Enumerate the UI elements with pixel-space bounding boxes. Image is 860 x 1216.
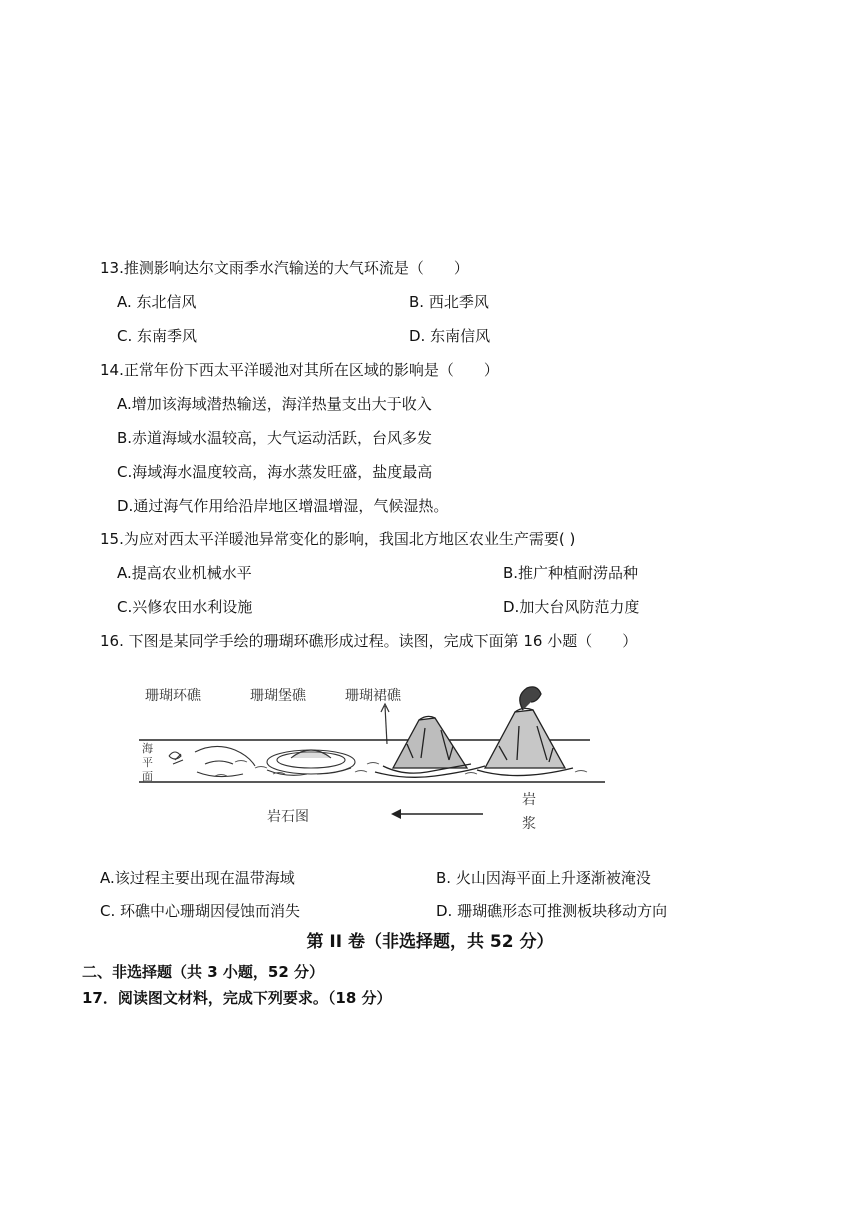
- q15-option-b: B.推广种植耐涝品种: [503, 564, 639, 582]
- question-15-stem: 15.为应对西太平洋暖池异常变化的影响，我国北方地区农业生产需要( ): [100, 530, 576, 548]
- q16-option-c: C. 环礁中心珊瑚因侵蚀而消失: [100, 902, 301, 920]
- q14-option-a: A.增加该海域潜热输送，海洋热量支出大于收入: [117, 395, 432, 413]
- erupting-volcano: [477, 687, 573, 776]
- sea-level-char-1: 海: [142, 742, 153, 755]
- q15-option-d: D.加大台风防范力度: [503, 598, 640, 616]
- q13-option-a: A. 东北信风: [117, 293, 197, 311]
- label-rock-diagram: 岩石图: [267, 809, 309, 825]
- q16-option-d: D. 珊瑚礁形态可推测板块移动方向: [436, 902, 668, 920]
- section-heading: 二、非选择题（共 3 小题，52 分）: [82, 963, 324, 981]
- sea-level-char-2: 平: [142, 756, 153, 769]
- label-coral-atoll: 珊瑚环礁: [145, 688, 201, 704]
- atoll-sketch: [169, 746, 255, 776]
- barrier-reef-sketch: [267, 750, 355, 775]
- q14-option-b: B.赤道海域水温较高，大气运动活跃，台风多发: [117, 429, 433, 447]
- direction-arrowhead: [391, 809, 401, 819]
- coral-atoll-figure: [135, 668, 615, 840]
- q15-option-a: A.提高农业机械水平: [117, 564, 252, 582]
- fringing-reef-volcano: [375, 716, 485, 777]
- question-17-stem: 17．阅读图文材料，完成下列要求。（18 分）: [82, 989, 392, 1007]
- question-16-stem: 16. 下图是某同学手绘的珊瑚环礁形成过程。读图，完成下面第 16 小题（ ）: [100, 632, 638, 650]
- label-magma-char-1: 岩: [522, 792, 536, 808]
- question-14-stem: 14.正常年份下西太平洋暖池对其所在区域的影响是（ ）: [100, 361, 499, 379]
- label-coral-barrier-reef: 珊瑚堡礁: [250, 688, 306, 704]
- q13-option-b: B. 西北季风: [409, 293, 489, 311]
- pointer-line: [385, 706, 387, 744]
- q14-option-c: C.海域海水温度较高，海水蒸发旺盛，盐度最高: [117, 463, 433, 481]
- q13-option-c: C. 东南季风: [117, 327, 198, 345]
- q15-option-c: C.兴修农田水利设施: [117, 598, 253, 616]
- sea-level-char-3: 面: [142, 770, 153, 783]
- label-coral-fringing-reef: 珊瑚裙礁: [345, 688, 401, 704]
- q16-option-b: B. 火山因海平面上升逐渐被淹没: [436, 869, 651, 887]
- question-13-stem: 13.推测影响达尔文雨季水汽输送的大气环流是（ ）: [100, 259, 469, 277]
- q13-option-d: D. 东南信风: [409, 327, 491, 345]
- q14-option-d: D.通过海气作用给沿岸地区增温增湿，气候湿热。: [117, 497, 449, 515]
- q16-option-a: A.该过程主要出现在温带海域: [100, 869, 295, 887]
- label-magma-char-2: 浆: [522, 816, 536, 832]
- part-2-title: 第 II 卷（非选择题，共 52 分）: [306, 932, 554, 952]
